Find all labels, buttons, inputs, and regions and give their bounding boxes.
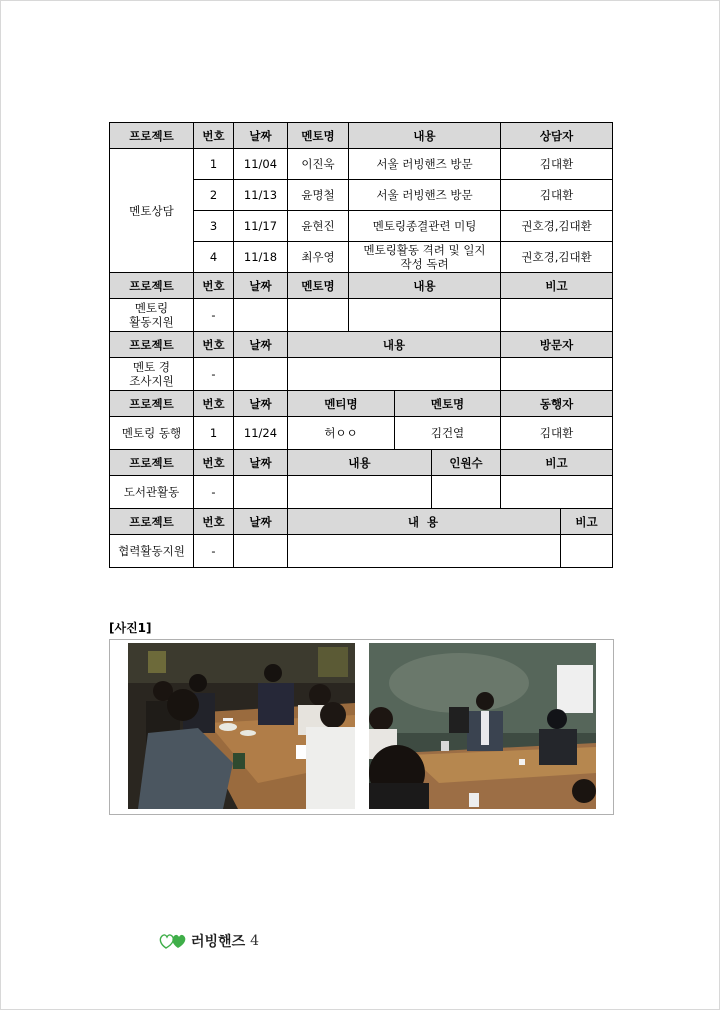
header-cell: 날짜 [234,391,288,417]
header-cell: 내용 [349,273,501,299]
table-cell: 서울 러빙핸즈 방문 [349,149,501,180]
header-cell: 동행자 [501,391,613,417]
table-cell: 윤현진 [288,211,349,242]
table-cell: 김대환 [501,417,613,450]
table-cell: 2 [194,180,234,211]
table-cell: 권호경,김대환 [501,242,613,273]
header-cell: 번호 [194,332,234,358]
table-cell: 김대환 [501,149,613,180]
header-cell: 내용 [288,450,432,476]
table-cell: 최우영 [288,242,349,273]
project-cell: 멘토 경조사지원 [110,358,194,391]
table-cell: 허ㅇㅇ [288,417,395,450]
table-cell [349,299,501,332]
meeting-photo-2 [369,643,596,809]
header-cell: 번호 [194,509,234,535]
table-cell [234,299,288,332]
footer-brand: 러빙핸즈 [191,934,246,950]
header-cell: 프로젝트 [110,123,194,149]
header-cell: 번호 [194,450,234,476]
table-cell: 멘토링활동 격려 및 일지작성 독려 [349,242,501,273]
header-cell: 날짜 [234,273,288,299]
table-cell: - [194,299,234,332]
table-row [110,358,613,391]
project-cell: 멘토링 동행 [110,417,194,450]
table-row [110,299,613,332]
table-cell: 이진욱 [288,149,349,180]
table-cell [432,476,501,509]
table-cell [288,535,561,568]
table-cell: 김대환 [501,180,613,211]
header-cell: 멘토명 [288,123,349,149]
header-cell: 번호 [194,391,234,417]
header-cell: 멘토명 [288,273,349,299]
header-cell: 방문자 [501,332,613,358]
table-header-row [110,273,613,299]
project-cell: 멘토링 활동지원 [110,299,194,332]
table-row [110,149,613,180]
table-header-row [110,450,613,476]
header-cell: 비고 [561,509,613,535]
table-cell: 11/13 [234,180,288,211]
table-cell [561,535,613,568]
header-cell: 날짜 [234,450,288,476]
table-cell: 11/04 [234,149,288,180]
table-cell: - [194,358,234,391]
header-cell: 날짜 [234,123,288,149]
table-header-row [110,509,613,535]
table-row [110,476,613,509]
table-row [110,535,613,568]
header-cell: 프로젝트 [110,509,194,535]
photo-caption: [사진1] [109,621,152,635]
project-cell: 도서관활동 [110,476,194,509]
header-cell: 번호 [194,273,234,299]
meeting-photo-1 [128,643,355,809]
table-cell [501,476,613,509]
header-cell: 날짜 [234,332,288,358]
table-cell [288,476,432,509]
table-header-row [110,332,613,358]
project-cell: 협력활동지원 [110,535,194,568]
page-number: 4 [250,933,260,949]
table-cell [501,299,613,332]
header-cell: 날짜 [234,509,288,535]
table-cell: - [194,535,234,568]
footer [158,931,259,951]
table-cell: 윤명철 [288,180,349,211]
header-cell: 내 용 [288,509,561,535]
table-cell: 김건열 [395,417,501,450]
table-cell [288,299,349,332]
table-cell: 11/24 [234,417,288,450]
photo-frame [109,639,614,815]
header-cell: 번호 [194,123,234,149]
table-header-row [110,391,613,417]
table-cell [234,535,288,568]
table-header-row [110,123,613,149]
table-cell [501,358,613,391]
table-cell: 서울 러빙핸즈 방문 [349,180,501,211]
table-cell [288,358,501,391]
header-cell: 내용 [349,123,501,149]
header-cell: 프로젝트 [110,273,194,299]
header-cell: 프로젝트 [110,450,194,476]
table-cell: 3 [194,211,234,242]
table-cell: 권호경,김대환 [501,211,613,242]
header-cell: 상담자 [501,123,613,149]
project-cell: 멘토상담 [110,149,194,273]
header-cell: 프로젝트 [110,391,194,417]
header-cell: 내용 [288,332,501,358]
table-cell: 1 [194,149,234,180]
header-cell: 인원수 [432,450,501,476]
table-cell: - [194,476,234,509]
activity-report-table [109,122,613,568]
header-cell: 비고 [501,450,613,476]
table-cell: 1 [194,417,234,450]
table-cell: 11/17 [234,211,288,242]
table-cell [234,358,288,391]
table-cell: 4 [194,242,234,273]
table-cell: 11/18 [234,242,288,273]
header-cell: 멘토명 [395,391,501,417]
loving-hands-logo-icon [158,932,188,950]
header-cell: 멘티명 [288,391,395,417]
table-cell [234,476,288,509]
table-row [110,417,613,450]
header-cell: 비고 [501,273,613,299]
header-cell: 프로젝트 [110,332,194,358]
table-cell: 멘토링종결관련 미팅 [349,211,501,242]
